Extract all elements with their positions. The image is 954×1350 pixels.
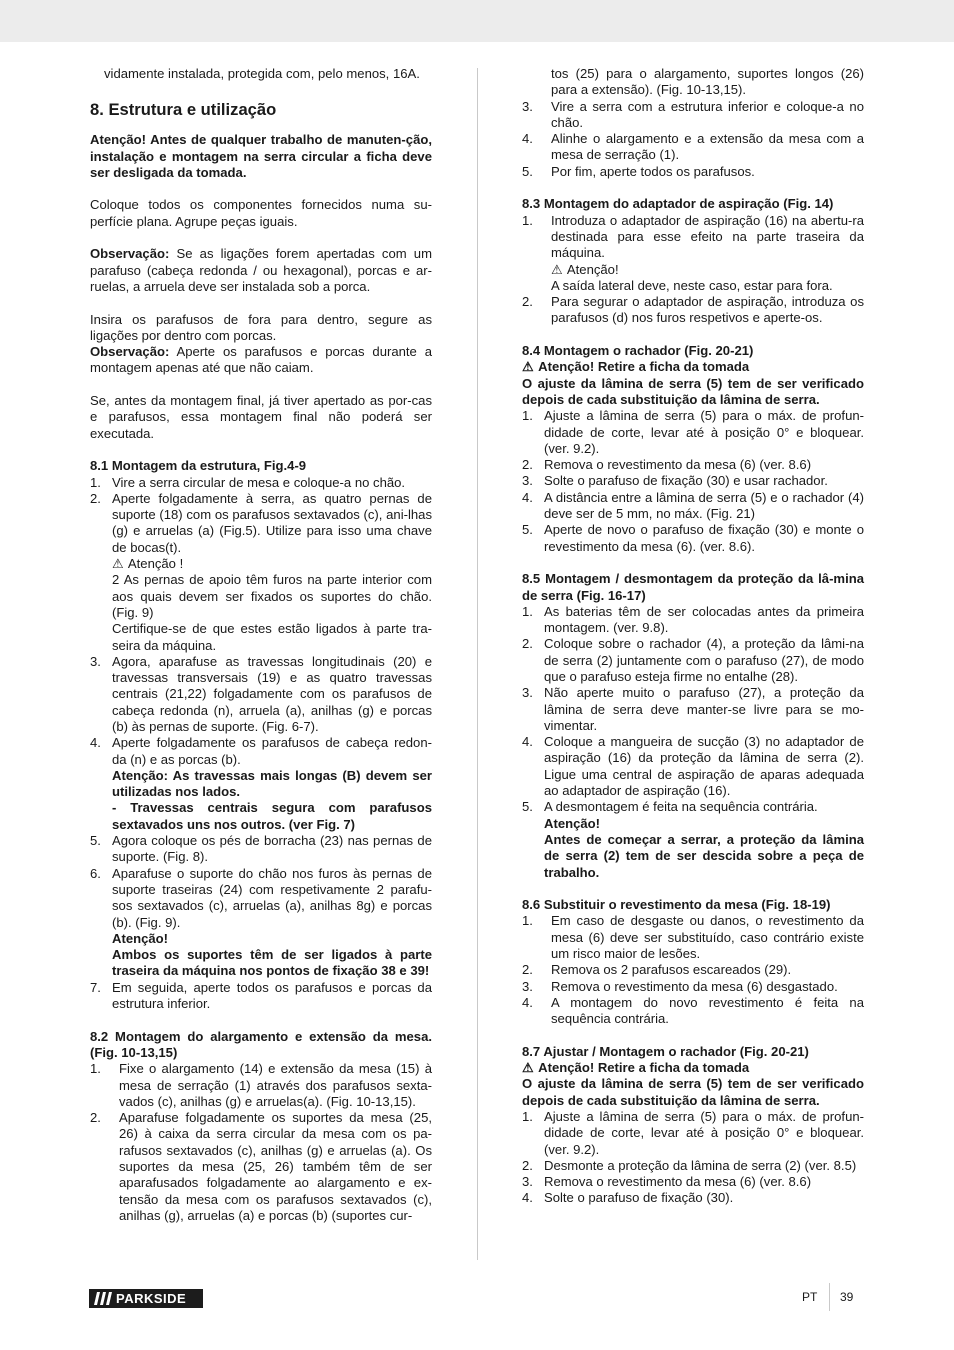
list-item: 2. Aparafuse folgadamente os suportes da mesa (25, 26) à caixa da serra circular da mesa com os pa-rafusos sextavados (c), anilhas (g) e arruelas (a). Os suportes da mesa (25, 26) também têm de ser aparafusados folgadamente ao alargamento e ex-tensão da mesa com os parafusos sextavados (c), anilhas (g), arruelas (a) e porcas (b) (suportes cur- xyxy=(90,1110,432,1223)
list-item: 2. Para segurar o adaptador de aspiração, introduza os parafusos (d) nos furos respetivos e aperte-os. xyxy=(522,294,864,326)
top-bar xyxy=(0,0,954,42)
list-8-6 xyxy=(522,913,864,1027)
observation-label: Observação: xyxy=(90,344,170,360)
list-item: 2. Coloque sobre o rachador (4), a proteção da lâmi-na de serra (2) juntamente com o parafuso (27), de modo que o parafuso esteja firme no entalhe (28). xyxy=(522,636,864,684)
list-item: 4. Aperte folgadamente os parafusos de cabeça redon-da (n) e as porcas (b). Atenção: As travessas mais longas (B) devem ser utilizadas nos lados. - Travessas centrais segura com parafusos sextavados uns nos outros. (ver Fig. 7) xyxy=(90,735,432,832)
list-item: 1. As baterias têm de ser colocadas antes da primeira montagem. (ver. 9.8). xyxy=(522,603,864,636)
note-text: 2 As pernas de apoio têm furos na parte interior com aos quais devem ser fixados os suportes do chão. (Fig. 9) xyxy=(112,572,432,620)
language-code: PT xyxy=(802,1290,818,1304)
note-text: A saída lateral deve, neste caso, estar para fora. xyxy=(551,277,833,293)
list-item: 5. Agora coloque os pés de borracha (23) nas pernas de suporte. (Fig. 8). xyxy=(90,833,432,865)
safety-warning: Atenção! Antes de qualquer trabalho de manuten-ção, instalação e montagem na serra circular a ficha deve ser desligada da tomada. xyxy=(90,132,432,180)
subsection-title-8-5: 8.5 Montagem / desmontagem da proteção da lâ-mina de serra (Fig. 16-17) xyxy=(522,571,864,603)
list-item: 3. Remova o revestimento da mesa (6) desgastado. xyxy=(522,978,838,994)
list-item: 1. Ajuste a lâmina de serra (5) para o máx. de profun-didade de corte, levar até à posição 0° e bloquear. (ver. 9.2). xyxy=(522,1109,864,1157)
list-item: 2. Aperte folgadamente à serra, as quatro pernas de suporte (18) com os parafusos sextavados (c), ani-lhas (g) e arruelas (a) (Fig.5). Utilize para isso uma chave de bocas(t). ⚠ Atenção ! 2 As pernas de apoio têm furos na parte interior com aos quais devem ser fixados os suportes do chão. (Fig. 9) Certifique-se de que estes estão ligados à parte tra-seira da máquina. xyxy=(90,490,432,653)
list-item: 3. Agora, aparafuse as travessas longitudinais (20) e travessas transversais (19) e as quatro travessas centrais (21,22) folgadamente com os parafusos de cabeça redonda (n), arruela (a), anilhas (g) e porcas (b) às pernas de suporte. (Fig. 6-7). xyxy=(90,653,432,734)
right-column xyxy=(522,66,864,1207)
observation-text: Se as ligações forem apertadas com um parafuso (cabeça redonda / ou hexagonal), porcas e ar-ruelas, a arruela deve ser instalada sob a porca. xyxy=(90,246,432,294)
footer-divider xyxy=(829,1283,830,1311)
subsection-title-8-3: 8.3 Montagem do adaptador de aspiração (Fig. 14) xyxy=(522,196,834,212)
warning-triangle-icon: ⚠ xyxy=(551,261,563,277)
list-item: 1. Em caso de desgaste ou danos, o revestimento da mesa (6) deve ser substituído, caso contrário existe um risco maior de lesões. xyxy=(522,913,864,962)
subsection-title-8-6: 8.6 Substituir o revestimento da mesa (Fig. 18-19) xyxy=(522,897,831,913)
warning-triangle-icon: ⚠ xyxy=(522,1060,534,1076)
subsection-title-8-4: 8.4 Montagem o rachador (Fig. 20-21) xyxy=(522,343,754,359)
list-item: 1. Introduza o adaptador de aspiração (16) na abertu-ra destinada para esse efeito na parte traseira da máquina. ⚠ Atenção! A saída lateral deve, neste caso, estar para fora. xyxy=(522,212,864,293)
list-8-1 xyxy=(90,475,432,1013)
bold-note: Antes de começar a serrar, a proteção da lâmina de serra (2) tem de ser descida sobre a peça de trabalho. xyxy=(544,831,864,880)
observation-text: Aperte os parafusos e porcas durante a montagem apenas até que não caiam. xyxy=(90,344,432,376)
bold-note: Atenção! xyxy=(544,815,601,831)
parkside-logo xyxy=(89,1289,203,1308)
list-item: 7. Em seguida, aperte todos os parafusos e porcas da estrutura inferior. xyxy=(90,979,432,1012)
observation-label: Observação: xyxy=(90,246,170,262)
observation-2 xyxy=(90,344,432,377)
list-item: 4. Coloque a mangueira de sucção (3) no adaptador de aspiração (16) da proteção da lâmina de serra (2). Ligue uma central de aspiração de aparas adequada ao adaptador de aspiração (16). xyxy=(522,734,864,799)
page-number: 39 xyxy=(840,1290,854,1304)
paragraph-1: Coloque todos os componentes fornecidos numa su-perfície plana. Agrupe peças iguais. xyxy=(90,197,432,229)
list-item: 5. Por fim, aperte todos os parafusos. xyxy=(522,163,755,179)
warning-line: ⚠ Atenção! Retire a ficha da tomada xyxy=(522,359,750,375)
list-item: 1. Vire a serra circular de mesa e coloque-a no chão. xyxy=(90,474,406,490)
list-8-5 xyxy=(522,604,864,881)
list-item: 2. Desmonte a proteção da lâmina de serra (2) (ver. 8.5) xyxy=(522,1157,857,1173)
bold-note: - Travessas centrais segura com parafusos sextavados uns nos outros. (ver Fig. 7) xyxy=(112,800,432,832)
list-8-4 xyxy=(522,408,864,555)
left-column xyxy=(90,66,432,1224)
list-item: 4. Solte o parafuso de fixação (30). xyxy=(522,1190,734,1206)
list-item: 3. Vire a serra com a estrutura inferior e coloque-a no chão. xyxy=(522,98,864,130)
list-item: 2. Remova o revestimento da mesa (6) (ver. 8.6) xyxy=(522,457,812,473)
bold-note: Atenção! xyxy=(112,930,169,946)
list-item: 4. A montagem do novo revestimento é feita na sequência contrária. xyxy=(522,994,864,1027)
logo-stripes-icon xyxy=(94,1292,112,1305)
logo-text: PARKSIDE xyxy=(116,1291,187,1306)
subsection-title-8-2: 8.2 Montagem do alargamento e extensão da mesa. (Fig. 10-13,15) xyxy=(90,1028,432,1060)
subsection-title-8-1: 8.1 Montagem da estrutura, Fig.4-9 xyxy=(90,458,307,474)
warning-line: ⚠ Atenção! xyxy=(551,261,619,277)
note-text: Certifique-se de que estes estão ligados à parte tra-seira da máquina. xyxy=(112,621,432,653)
list-8-2-continued xyxy=(522,99,864,180)
column-divider xyxy=(477,68,478,1260)
continued-text: tos (25) para o alargamento, suportes longos (26) para a extensão). (Fig. 10-13,15). xyxy=(551,66,864,98)
list-8-2 xyxy=(90,1061,432,1224)
list-item: 2. Remova os 2 parafusos escareados (29). xyxy=(522,962,792,978)
list-item: 5. Aperte de novo o parafuso de fixação (30) e monte o revestimento da mesa (6). (ver. 8.6). xyxy=(522,522,864,554)
list-item: 4. A distância entre a lâmina de serra (5) e o rachador (4) deve ser de 5 mm, no máx. (Fig. 21) xyxy=(522,489,864,522)
list-item: 4. Alinhe o alargamento e a extensão da mesa com a mesa de serração (1). xyxy=(522,131,864,163)
bold-note: Ambos os suportes têm de ser ligados à parte traseira da máquina nos pontos de fixação 38 e 39! xyxy=(112,947,432,979)
observation-1 xyxy=(90,246,432,295)
list-item: 3. Solte o parafuso de fixação (30) e usar rachador. xyxy=(522,473,828,489)
list-8-7 xyxy=(522,1109,864,1207)
intro-text: vidamente instalada, protegida com, pelo menos, 16A. xyxy=(104,66,420,81)
list-item: 1. Ajuste a lâmina de serra (5) para o máx. de profun-didade de corte, levar até à posição 0° e bloquear. (ver. 9.2). xyxy=(522,408,864,456)
list-item: 1. Fixe o alargamento (14) e extensão da mesa (15) à mesa de serração (1) através dos parafusos sexta-vados (c), anilhas (g) e arruelas(a). (Fig. 10-13,15). xyxy=(90,1061,432,1109)
bold-note: Atenção: As travessas mais longas (B) devem ser utilizadas nos lados. xyxy=(112,767,432,800)
paragraph-2: Insira os parafusos de fora para dentro, segure as ligações por dentro com porcas. xyxy=(90,311,432,343)
subsection-title-8-7: 8.7 Ajustar / Montagem o rachador (Fig. 20-21) xyxy=(522,1043,809,1059)
list-item: 3. Não aperte muito o parafuso (27), a proteção da lâmina de serra deve manter-se livre para se mo-vimentar. xyxy=(522,685,864,733)
warning-line: ⚠ Atenção ! xyxy=(112,556,184,572)
warning-line: ⚠ Atenção! Retire a ficha da tomada xyxy=(522,1060,750,1076)
list-item: 5. A desmontagem é feita na sequência contrária. Atenção! Antes de começar a serrar, a proteção da lâmina de serra (2) tem de ser descida sobre a peça de trabalho. xyxy=(522,799,864,880)
warning-triangle-icon: ⚠ xyxy=(112,556,124,572)
warning-triangle-icon: ⚠ xyxy=(522,359,534,375)
list-item: 3. Remova o revestimento da mesa (6) (ver. 8.6) xyxy=(522,1174,812,1190)
bold-note: O ajuste da lâmina de serra (5) tem de ser verificado depois de cada substituição da lâmina de serra. xyxy=(522,1076,864,1108)
list-8-3 xyxy=(522,213,864,327)
paragraph-3: Se, antes da montagem final, já tiver apertado as por-cas e parafusos, essa montagem final não poderá ser executada. xyxy=(90,393,432,441)
list-item: 6. Aparafuse o suporte do chão nos furos às pernas de suporte traseiras (24) com respetivamente 2 parafu-sos sextavados (c), arruelas (a), anilhas 8g) e porcas (b). (Fig. 9). Atenção! Ambos os suportes têm de ser ligados à parte traseira da máquina nos pontos de fixação 38 e 39! xyxy=(90,865,432,979)
bold-note: O ajuste da lâmina de serra (5) tem de ser verificado depois de cada substituição da lâmina de serra. xyxy=(522,375,864,407)
section-title: 8. Estrutura e utilização xyxy=(90,100,277,120)
